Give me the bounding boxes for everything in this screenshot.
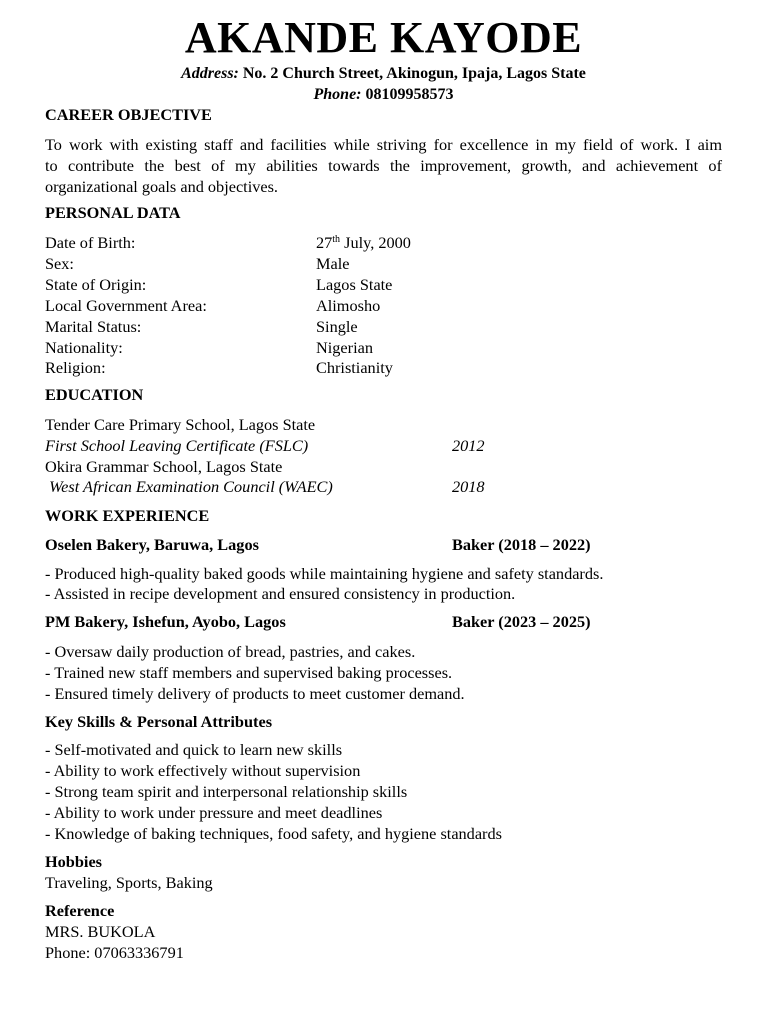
career-line-1: To work with existing staff and facilities while striving for excellence in my field of work. I aim (45, 135, 722, 154)
job-1-employer: Oselen Bakery, Baruwa, Lagos (45, 535, 259, 554)
education-year-1: 2012 (452, 436, 485, 455)
address-label: Address: (181, 65, 239, 82)
personal-data-heading: PERSONAL DATA (45, 203, 181, 222)
hobbies-text: Traveling, Sports, Baking (45, 873, 213, 892)
skill-item-4: - Ability to work under pressure and meet deadlines (45, 803, 383, 822)
dob-rest: July, 2000 (340, 233, 411, 252)
job-2-employer: PM Bakery, Ishefun, Ayobo, Lagos (45, 612, 286, 631)
phone-value: 08109958573 (365, 86, 454, 103)
job-1-duty-2: - Assisted in recipe development and ensured consistency in production. (45, 584, 516, 603)
personal-value-religion: Christianity (316, 358, 393, 377)
education-certificate-2: West African Examination Council (WAEC) (45, 477, 333, 496)
job-1-role: Baker (2018 – 2022) (452, 535, 591, 554)
personal-label-dob: Date of Birth: (45, 233, 136, 252)
phone-line (45, 85, 722, 105)
job-2-duty-3: - Ensured timely delivery of products to meet customer demand. (45, 684, 465, 703)
dob-ordinal: th (332, 234, 341, 245)
personal-label-marital: Marital Status: (45, 317, 142, 336)
education-school-1: Tender Care Primary School, Lagos State (45, 415, 316, 434)
personal-label-religion: Religion: (45, 358, 106, 377)
personal-label-nationality: Nationality: (45, 338, 123, 357)
career-objective-text (45, 134, 722, 197)
career-line-3: organizational goals and objectives. (45, 177, 278, 196)
personal-value-lga: Alimosho (316, 296, 381, 315)
personal-label-lga: Local Government Area: (45, 296, 207, 315)
personal-label-state: State of Origin: (45, 275, 147, 294)
education-heading: EDUCATION (45, 385, 144, 404)
personal-value-sex: Male (316, 254, 350, 273)
job-2-duty-2: - Trained new staff members and supervised baking processes. (45, 663, 453, 682)
work-experience-heading: WORK EXPERIENCE (45, 506, 210, 525)
candidate-name: AKANDE KAYODE (184, 13, 583, 62)
skill-item-2: - Ability to work effectively without supervision (45, 761, 361, 780)
reference-phone: Phone: 07063336791 (45, 943, 184, 962)
job-2-role: Baker (2023 – 2025) (452, 612, 591, 631)
skills-heading: Key Skills & Personal Attributes (45, 712, 273, 731)
reference-heading: Reference (45, 901, 115, 920)
education-year-2: 2018 (452, 477, 485, 496)
skill-item-3: - Strong team spirit and interpersonal relationship skills (45, 782, 408, 801)
hobbies-heading: Hobbies (45, 852, 103, 871)
address-value: No. 2 Church Street, Akinogun, Ipaja, Lagos State (242, 65, 586, 82)
address-line (45, 64, 722, 84)
dob-day: 27 (316, 233, 333, 252)
job-1-duty-1: - Produced high-quality baked goods while maintaining hygiene and safety standards. (45, 564, 604, 583)
personal-value-marital: Single (316, 317, 358, 336)
education-school-2: Okira Grammar School, Lagos State (45, 457, 283, 476)
personal-value-state: Lagos State (316, 275, 393, 294)
skill-item-1: - Self-motivated and quick to learn new skills (45, 740, 343, 759)
career-objective-heading: CAREER OBJECTIVE (45, 105, 212, 124)
education-certificate-1: First School Leaving Certificate (FSLC) (45, 436, 309, 455)
personal-value-nationality: Nigerian (316, 338, 373, 357)
job-2-duty-1: - Oversaw daily production of bread, pastries, and cakes. (45, 642, 416, 661)
skill-item-5: - Knowledge of baking techniques, food safety, and hygiene standards (45, 824, 502, 843)
reference-name: MRS. BUKOLA (45, 922, 156, 941)
personal-value-dob (316, 233, 411, 253)
career-line-2: to contribute the best of my abilities towards the improvement, growth, and achievement of (45, 156, 722, 175)
phone-label: Phone: (313, 86, 362, 103)
personal-label-sex: Sex: (45, 254, 74, 273)
